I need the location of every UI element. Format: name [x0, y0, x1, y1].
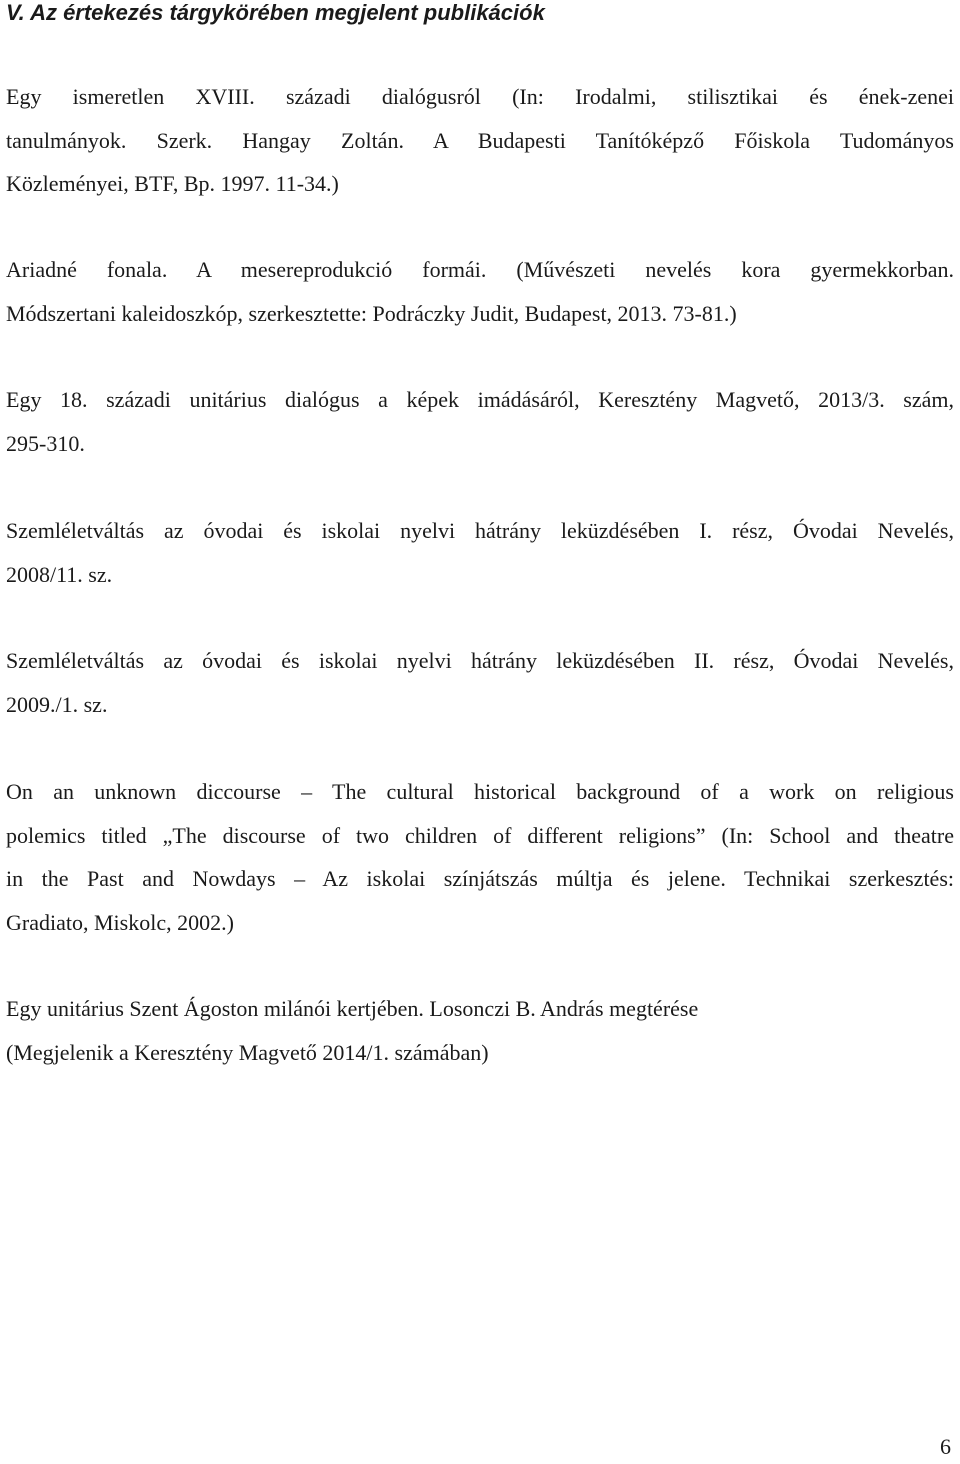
publication-entry — [6, 75, 954, 206]
publication-entry — [6, 770, 954, 944]
entry-line: On an unknown diccourse – The cultural historical background of a work on religious — [6, 779, 954, 804]
publication-entry — [6, 248, 954, 335]
publication-entry — [6, 639, 954, 726]
entry-line: polemics titled „The discourse of two children of different religions” (In: School and theatre — [6, 822, 954, 848]
entry-line: tanulmányok. Szerk. Hangay Zoltán. A Budapesti Tanítóképző Főiskola Tudományos — [6, 127, 954, 153]
entry-line: in the Past and Nowdays – Az iskolai színjátszás múltja és jelene. Technikai szerkesztés: — [6, 866, 954, 891]
entry-line: Egy 18. századi unitárius dialógus a képek imádásáról, Keresztény Magvető, 2013/3. szám, — [6, 387, 954, 412]
section-heading: V. Az értekezés tárgykörében megjelent publikációk — [6, 0, 545, 25]
entry-line: Ariadné fonala. A mesereprodukció formái. (Művészeti nevelés kora gyermekkorban. — [6, 257, 954, 282]
entry-line: Szemléletváltás az óvodai és iskolai nyelvi hátrány leküzdésében II. rész, Óvodai Nevelés, — [6, 648, 954, 673]
entry-line: (Megjelenik a Keresztény Magvető 2014/1. számában) — [6, 1039, 489, 1065]
entry-line: Egy ismeretlen XVIII. századi dialógusról (In: Irodalmi, stilisztikai és ének-zenei — [6, 84, 954, 109]
entry-line: 295-310. — [6, 430, 85, 456]
entry-line: Módszertani kaleidoszkóp, szerkesztette: Podráczky Judit, Budapest, 2013. 73-81.) — [6, 300, 737, 326]
entry-line: Gradiato, Miskolc, 2002.) — [6, 909, 234, 935]
entry-line: 2008/11. sz. — [6, 561, 113, 587]
page-number: 6 — [940, 1434, 951, 1459]
publication-entry — [6, 378, 954, 465]
entry-line: 2009./1. sz. — [6, 691, 108, 717]
publication-entry — [6, 509, 954, 596]
entry-line: Közleményei, BTF, Bp. 1997. 11-34.) — [6, 171, 339, 196]
entry-line: Szemléletváltás az óvodai és iskolai nyelvi hátrány leküzdésében I. rész, Óvodai Nevelés, — [6, 518, 954, 543]
entry-line: Egy unitárius Szent Ágoston milánói kertjében. Losonczi B. András megtérése — [6, 996, 699, 1021]
publication-entry — [6, 987, 954, 1074]
